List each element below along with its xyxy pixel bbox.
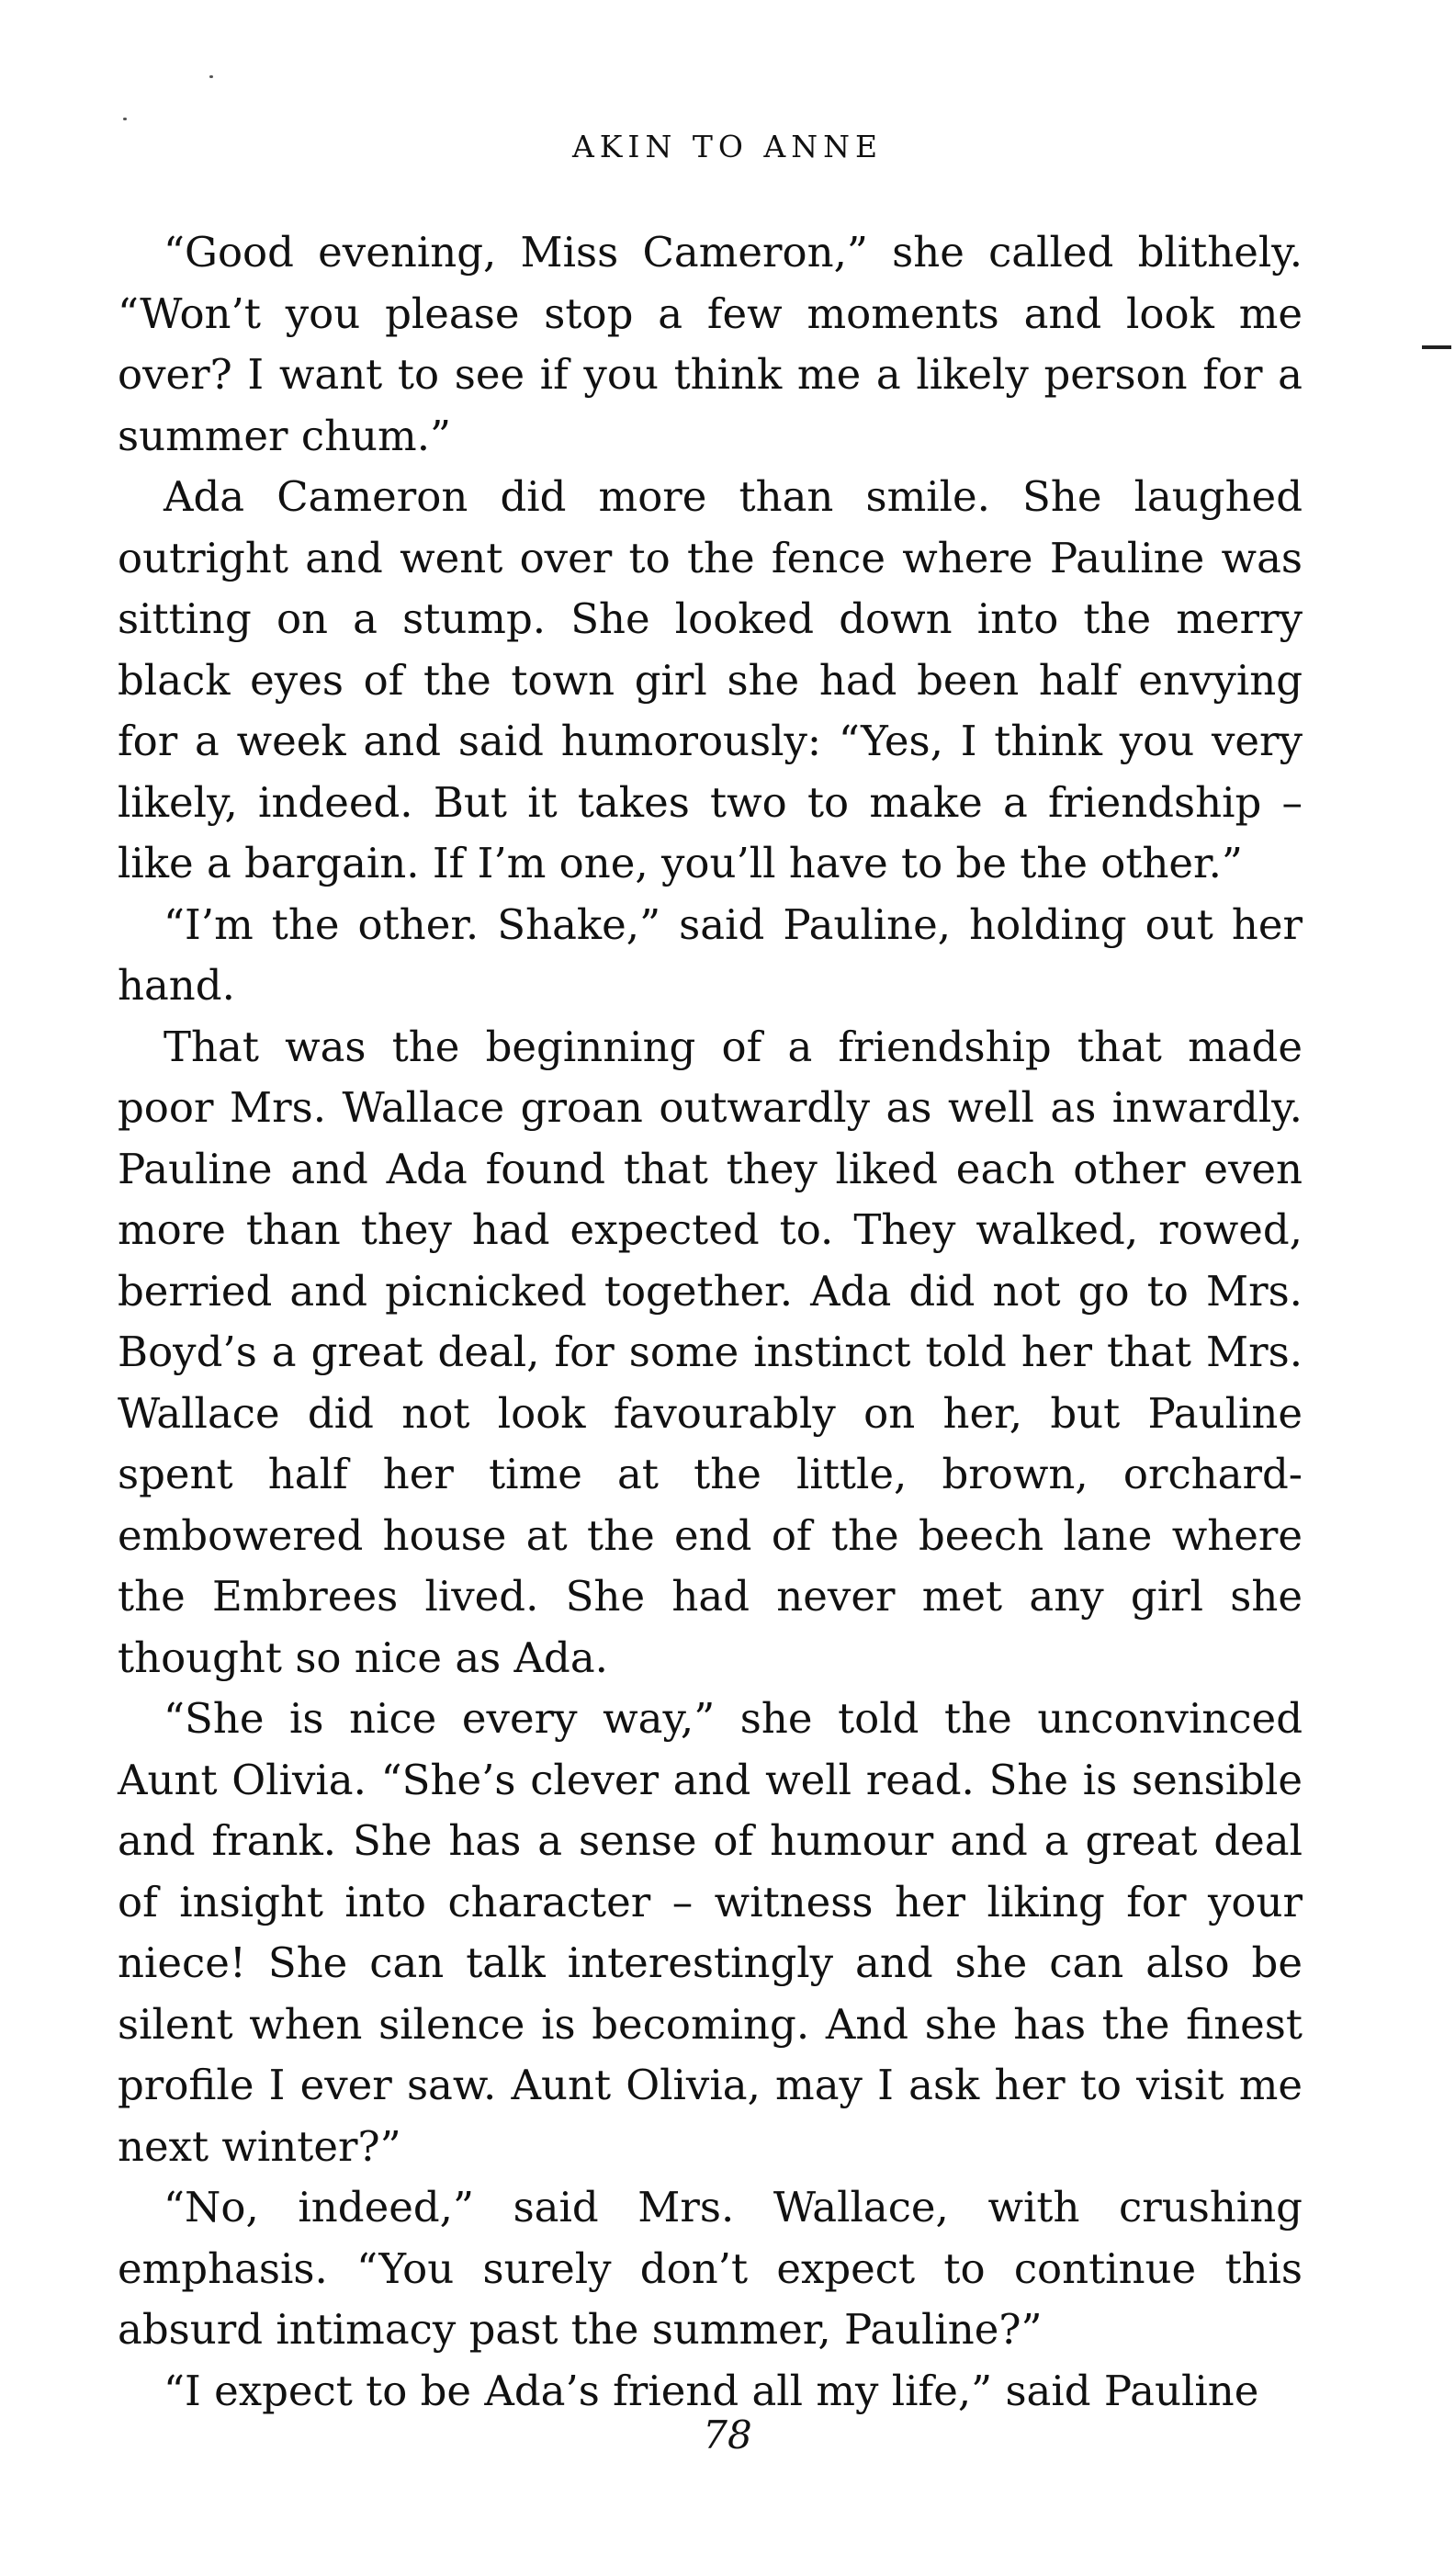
margin-mark [1422,345,1451,349]
paragraph: “I’m the other. Shake,” said Pauline, holding out her hand. [118,899,1303,1010]
paragraph: “I expect to be Ada’s friend all my life,” said Pauline [164,2366,1259,2415]
body-text [118,222,1303,2422]
paragraph: That was the beginning of a friendship that made poor Mrs. Wallace groan outwardly as well as inwardly. Pauline and Ada found that they liked each other even more than they had expected to. They walked, rowed, berried and picnicked together. Ada did not go to Mrs. Boyd’s a great deal, for some instinct told her that Mrs. Wallace did not look favourably on her, but Pauline spent half her time at the little, brown, orchard-embowered house at the end of the beech lane where the Embrees lived. She had never met any girl she thought so nice as Ada. [118,1022,1303,1682]
ink-speck [123,118,127,120]
page-number: 78 [703,2412,752,2457]
paragraph: “No, indeed,” said Mrs. Wallace, with crushing emphasis. “You surely don’t expect to continue this absurd intimacy past the summer, Pauline?” [118,2183,1303,2354]
running-head: AKIN TO ANNE [571,129,884,164]
ink-speck [209,75,213,78]
paragraph: “She is nice every way,” she told the unconvinced Aunt Olivia. “She’s clever and well read. She is sensible and frank. She has a sense of humour and a great deal of insight into character – witness her liking for your niece! She can talk interestingly and she can also be silent when silence is becoming. And she has the finest profile I ever saw. Aunt Olivia, may I ask her to visit me next winter?” [118,1694,1303,2171]
paragraph: Ada Cameron did more than smile. She laughed outright and went over to the fence where Pauline was sitting on a stump. She looked down into the merry black eyes of the town girl she had been half envying for a week and said humorously: “Yes, I think you very likely, indeed. But it takes two to make a friendship – like a bargain. If I’m one, you’ll have to be the other.” [118,472,1303,887]
paragraph: “Good evening, Miss Cameron,” she called blithely. “Won’t you please stop a few moments and look me over? I want to see if you think me a likely person for a summer chum.” [118,228,1303,460]
